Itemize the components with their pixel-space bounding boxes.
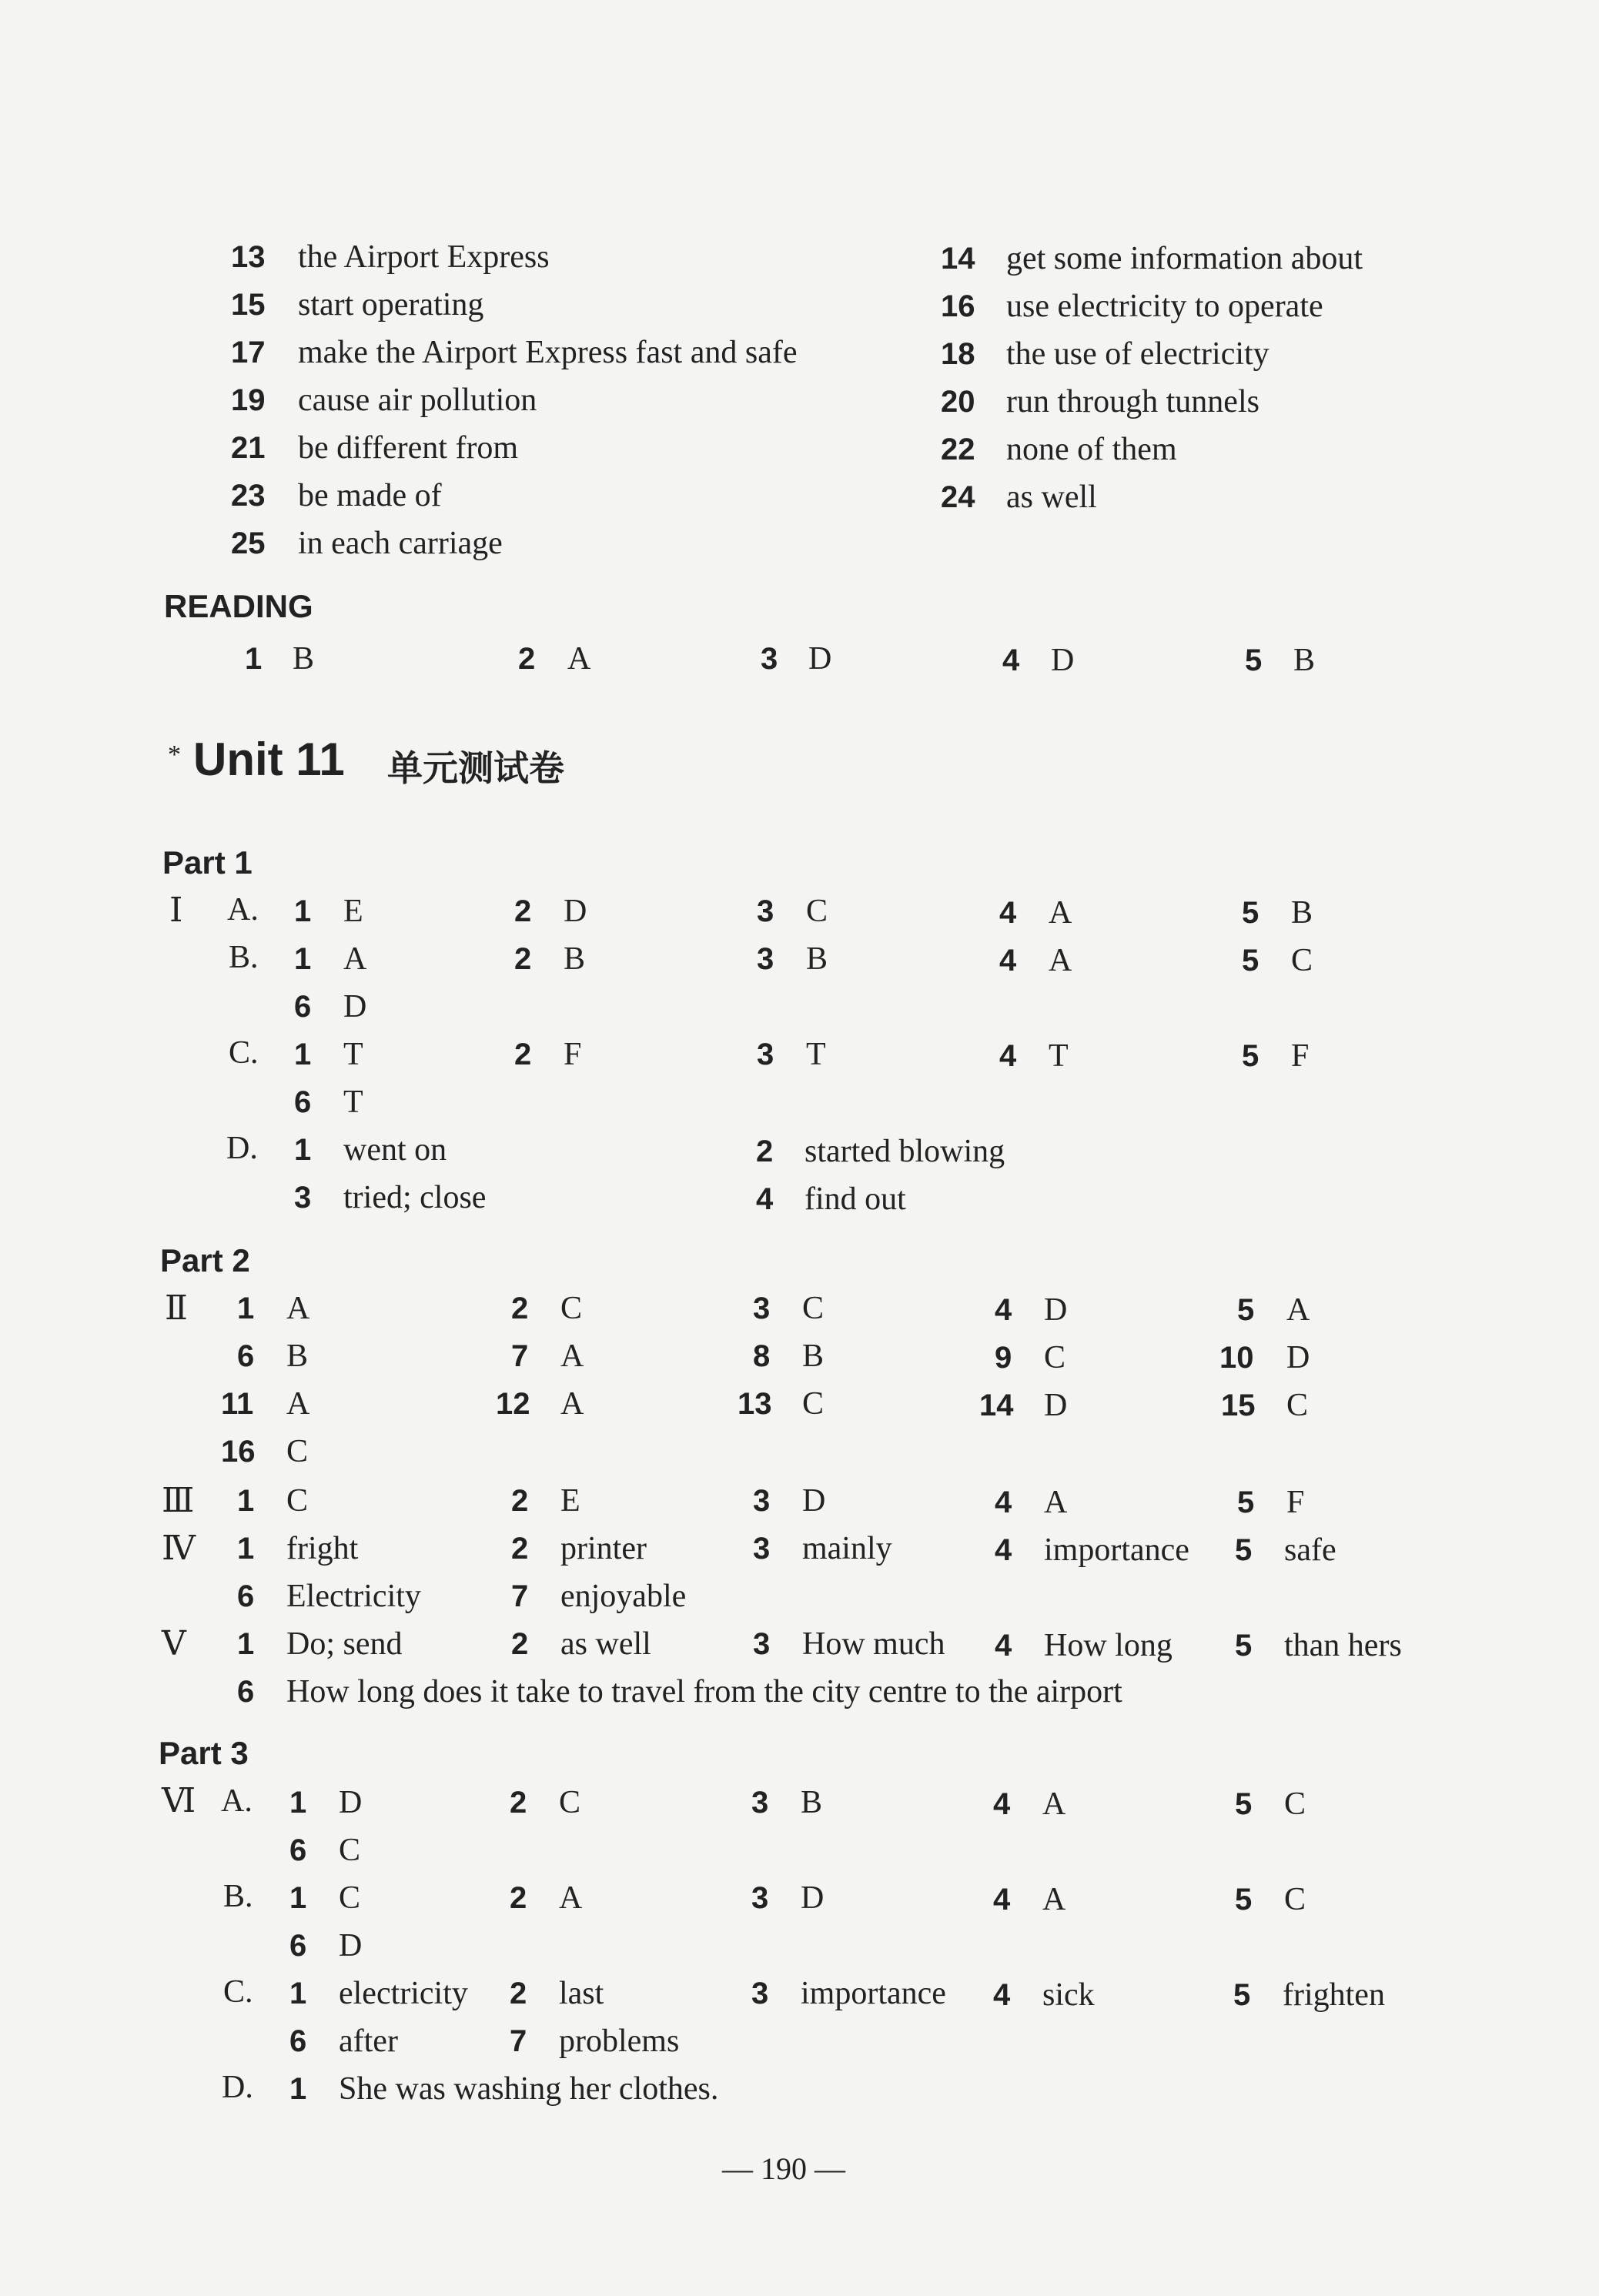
vocab-num: 25: [231, 526, 266, 560]
section-label: C.: [229, 1035, 259, 1071]
answer: She was washing her clothes.: [339, 2071, 719, 2107]
answer-num: 6: [289, 1833, 307, 1867]
answer-num: 4: [999, 896, 1017, 930]
answer: E: [560, 1483, 580, 1519]
answer-num: 5: [1233, 1978, 1251, 2012]
answer: How long does it take to travel from the city centre to the airport: [286, 1674, 1122, 1709]
answer: sick: [1042, 1977, 1095, 2013]
vocab-num: 22: [941, 433, 975, 466]
answer: B: [801, 1785, 823, 1820]
reading-answer: B: [1293, 643, 1316, 678]
answer: A: [1049, 943, 1072, 978]
answer-num: 2: [510, 1977, 527, 2010]
answer: started blowing: [805, 1134, 1005, 1169]
vocab-num: 24: [941, 480, 975, 514]
vocab-num: 16: [941, 289, 975, 323]
answer-num: 15: [1221, 1389, 1256, 1422]
answer-num: 1: [294, 1038, 312, 1071]
reading-answer: D: [808, 641, 832, 677]
answer-num: 4: [993, 1978, 1011, 2012]
answer: A: [286, 1291, 310, 1326]
answer: last: [559, 1976, 604, 2011]
answer-num: 5: [1242, 896, 1259, 930]
vocab-num: 21: [231, 431, 266, 465]
answer: enjoyable: [560, 1579, 687, 1614]
answer: C: [802, 1386, 825, 1422]
vocab-text: in each carriage: [298, 526, 503, 561]
vocab-num: 17: [231, 336, 266, 369]
answer-num: 1: [237, 1532, 255, 1566]
answer-num: 3: [757, 894, 774, 928]
answer: A: [1042, 1882, 1066, 1917]
answer-num: 2: [514, 1038, 532, 1071]
answer-num: 5: [1242, 944, 1259, 978]
answer: F: [1291, 1038, 1310, 1074]
answer: printer: [560, 1531, 647, 1566]
answer: D: [1286, 1340, 1310, 1375]
answer: C: [1286, 1388, 1309, 1423]
answer: A: [560, 1386, 584, 1422]
section-label: A.: [221, 1783, 253, 1819]
answer-num: 1: [294, 1133, 312, 1167]
answer-num: 3: [294, 1181, 312, 1215]
answer-num: 7: [510, 2024, 527, 2058]
answer: C: [559, 1785, 581, 1820]
part1-roman: Ⅰ: [169, 891, 183, 929]
answer: D: [339, 1928, 363, 1963]
answer: fright: [286, 1531, 359, 1566]
answer-num: 1: [289, 2072, 307, 2106]
answer-num: 7: [511, 1579, 529, 1613]
answer: electricity: [339, 1976, 468, 2011]
answer: D: [1044, 1292, 1068, 1328]
answer: F: [564, 1037, 582, 1072]
answer: T: [1049, 1038, 1069, 1074]
answer-num: 5: [1242, 1039, 1259, 1073]
answer: A: [286, 1386, 310, 1422]
answer-num: 1: [237, 1292, 255, 1325]
answer: frighten: [1283, 1977, 1385, 2013]
part1-heading: Part 1: [162, 844, 253, 881]
vocab-text: use electricity to operate: [1006, 289, 1323, 324]
answer-num: 6: [294, 1085, 312, 1119]
answer-num: 1: [237, 1627, 255, 1661]
answer: B: [564, 941, 586, 977]
answer: safe: [1284, 1532, 1336, 1568]
vocab-num: 15: [231, 288, 266, 322]
answer-num: 2: [511, 1532, 529, 1566]
answer-num: 2: [514, 894, 532, 928]
answer-num: 2: [510, 1881, 527, 1915]
reading-num: 1: [245, 642, 263, 676]
answer: B: [286, 1338, 309, 1374]
answer-num: 3: [753, 1627, 771, 1661]
answer: C: [339, 1880, 361, 1916]
vocab-text: be different from: [298, 430, 519, 466]
vocab-num: 14: [941, 242, 975, 276]
answer-num: 13: [738, 1387, 772, 1421]
answer-num: 3: [757, 942, 774, 976]
section-label: B.: [229, 940, 259, 975]
roman-numeral: Ⅴ: [162, 1625, 186, 1663]
answer-num: 1: [237, 1484, 255, 1518]
answer: A: [1044, 1485, 1068, 1520]
answer: C: [560, 1291, 583, 1326]
page-number: — 190 —: [722, 2151, 845, 2186]
answer: A: [343, 941, 367, 977]
answer-num: 1: [294, 942, 312, 976]
vocab-num: 20: [941, 385, 975, 419]
answer: B: [802, 1338, 825, 1374]
answer: T: [343, 1037, 363, 1072]
answer-num: 4: [999, 1039, 1017, 1073]
answer: C: [806, 894, 828, 929]
answer: B: [1291, 895, 1313, 931]
answer-num: 3: [757, 1038, 774, 1071]
vocab-num: 13: [231, 240, 266, 274]
reading-num: 3: [761, 642, 778, 676]
answer-num: 9: [995, 1341, 1012, 1375]
section-label: D.: [226, 1131, 258, 1166]
answer-num: 14: [979, 1389, 1014, 1422]
answer-num: 1: [294, 894, 312, 928]
answer-num: 5: [1237, 1293, 1255, 1327]
answer-num: 11: [221, 1387, 254, 1421]
answer: went on: [343, 1132, 447, 1168]
answer-num: 2: [514, 942, 532, 976]
vocab-text: none of them: [1006, 432, 1177, 467]
vocab-text: get some information about: [1006, 241, 1363, 276]
vocab-text: the Airport Express: [298, 239, 550, 275]
answer-num: 1: [289, 1786, 307, 1820]
part3-roman: Ⅵ: [162, 1782, 196, 1820]
vocab-num: 23: [231, 479, 266, 513]
answer-num: 6: [294, 990, 312, 1024]
vocab-num: 18: [941, 337, 975, 371]
answer-num: 8: [753, 1339, 771, 1373]
answer-num: 7: [511, 1339, 529, 1373]
answer: B: [806, 941, 828, 977]
answer: importance: [801, 1976, 946, 2011]
answer-num: 5: [1235, 1787, 1253, 1821]
reading-heading: READING: [164, 588, 313, 624]
roman-numeral: Ⅲ: [162, 1482, 195, 1519]
answer-num: 10: [1219, 1341, 1254, 1375]
vocab-text: start operating: [298, 287, 484, 323]
answer: than hers: [1284, 1628, 1402, 1663]
reading-answer: D: [1051, 643, 1075, 678]
answer-num: 3: [753, 1532, 771, 1566]
reading-answer: B: [293, 641, 315, 677]
answer: A: [560, 1338, 584, 1374]
answer-num: 5: [1235, 1629, 1253, 1663]
answer: D: [343, 989, 367, 1024]
vocab-text: run through tunnels: [1006, 384, 1259, 419]
answer: importance: [1044, 1532, 1189, 1568]
answer: A: [1286, 1292, 1310, 1328]
answer: problems: [559, 2024, 680, 2059]
vocab-num: 19: [231, 383, 266, 417]
answer-num: 4: [756, 1182, 774, 1216]
answer: How much: [802, 1626, 945, 1662]
answer: How long: [1044, 1628, 1172, 1663]
answer-num: 4: [993, 1787, 1011, 1821]
reading-num: 2: [518, 642, 536, 676]
answer-num: 12: [496, 1387, 530, 1421]
answer: D: [801, 1880, 825, 1916]
answer: after: [339, 2024, 398, 2059]
answer-num: 6: [237, 1339, 255, 1373]
answer-num: 5: [1235, 1883, 1253, 1917]
section-label: B.: [223, 1879, 253, 1914]
answer-num: 1: [289, 1881, 307, 1915]
answer: D: [802, 1483, 826, 1519]
answer: C: [1291, 943, 1313, 978]
roman-numeral: Ⅳ: [162, 1529, 196, 1567]
answer-num: 3: [751, 1786, 769, 1820]
answer-num: 2: [511, 1484, 529, 1518]
answer: C: [339, 1833, 361, 1868]
answer: D: [1044, 1388, 1068, 1423]
unit-subtitle: 单元测试卷: [387, 747, 564, 789]
answer: tried; close: [343, 1180, 487, 1215]
section-label: A.: [227, 892, 259, 927]
answer-num: 4: [995, 1486, 1012, 1519]
answer-num: 4: [999, 944, 1017, 978]
answer: find out: [805, 1181, 906, 1217]
answer-num: 2: [511, 1292, 529, 1325]
answer: C: [286, 1483, 309, 1519]
answer: T: [343, 1085, 363, 1120]
answer-num: 1: [289, 1977, 307, 2010]
unit-star: *: [168, 740, 181, 769]
answer-num: 3: [753, 1292, 771, 1325]
answer-num: 6: [289, 1929, 307, 1963]
vocab-text: make the Airport Express fast and safe: [298, 335, 798, 370]
answer-num: 6: [237, 1675, 255, 1709]
answer: C: [802, 1291, 825, 1326]
answer-num: 4: [995, 1533, 1012, 1567]
answer-num: 3: [751, 1881, 769, 1915]
answer-num: 3: [753, 1484, 771, 1518]
answer-num: 3: [751, 1977, 769, 2010]
answer-num: 16: [221, 1435, 256, 1469]
answer: C: [286, 1434, 309, 1469]
answer: D: [339, 1785, 363, 1820]
section-label: C.: [223, 1974, 253, 2010]
reading-num: 4: [1002, 643, 1020, 677]
answer: A: [559, 1880, 583, 1916]
vocab-text: the use of electricity: [1006, 336, 1269, 372]
unit-title: Unit 11: [193, 734, 345, 785]
answer-num: 5: [1237, 1486, 1255, 1519]
answer-num: 2: [756, 1135, 774, 1168]
answer: E: [343, 894, 363, 929]
answer: A: [1042, 1786, 1066, 1822]
vocab-text: be made of: [298, 478, 442, 513]
answer-num: 4: [995, 1293, 1012, 1327]
answer: D: [564, 894, 587, 929]
part3-heading: Part 3: [159, 1735, 249, 1771]
reading-answer: A: [567, 641, 591, 677]
answer: Do; send: [286, 1626, 403, 1662]
answer-num: 6: [237, 1579, 255, 1613]
answer-num: 2: [510, 1786, 527, 1820]
reading-num: 5: [1245, 643, 1263, 677]
part2-heading: Part 2: [160, 1242, 250, 1278]
vocab-text: cause air pollution: [298, 383, 537, 418]
answer-num: 4: [993, 1883, 1011, 1917]
vocab-text: as well: [1006, 480, 1097, 515]
answer-num: 2: [511, 1627, 529, 1661]
answer: Electricity: [286, 1579, 421, 1614]
answer-num: 4: [995, 1629, 1012, 1663]
answer: C: [1284, 1882, 1306, 1917]
answer: T: [806, 1037, 826, 1072]
answer: as well: [560, 1626, 651, 1662]
answer: C: [1044, 1340, 1066, 1375]
answer-num: 6: [289, 2024, 307, 2058]
section-label: D.: [222, 2070, 253, 2105]
answer: A: [1049, 895, 1072, 931]
answer: F: [1286, 1485, 1305, 1520]
answer-num: 5: [1235, 1533, 1253, 1567]
answer: mainly: [802, 1531, 892, 1566]
roman-numeral: Ⅱ: [165, 1289, 188, 1327]
answer: C: [1284, 1786, 1306, 1822]
